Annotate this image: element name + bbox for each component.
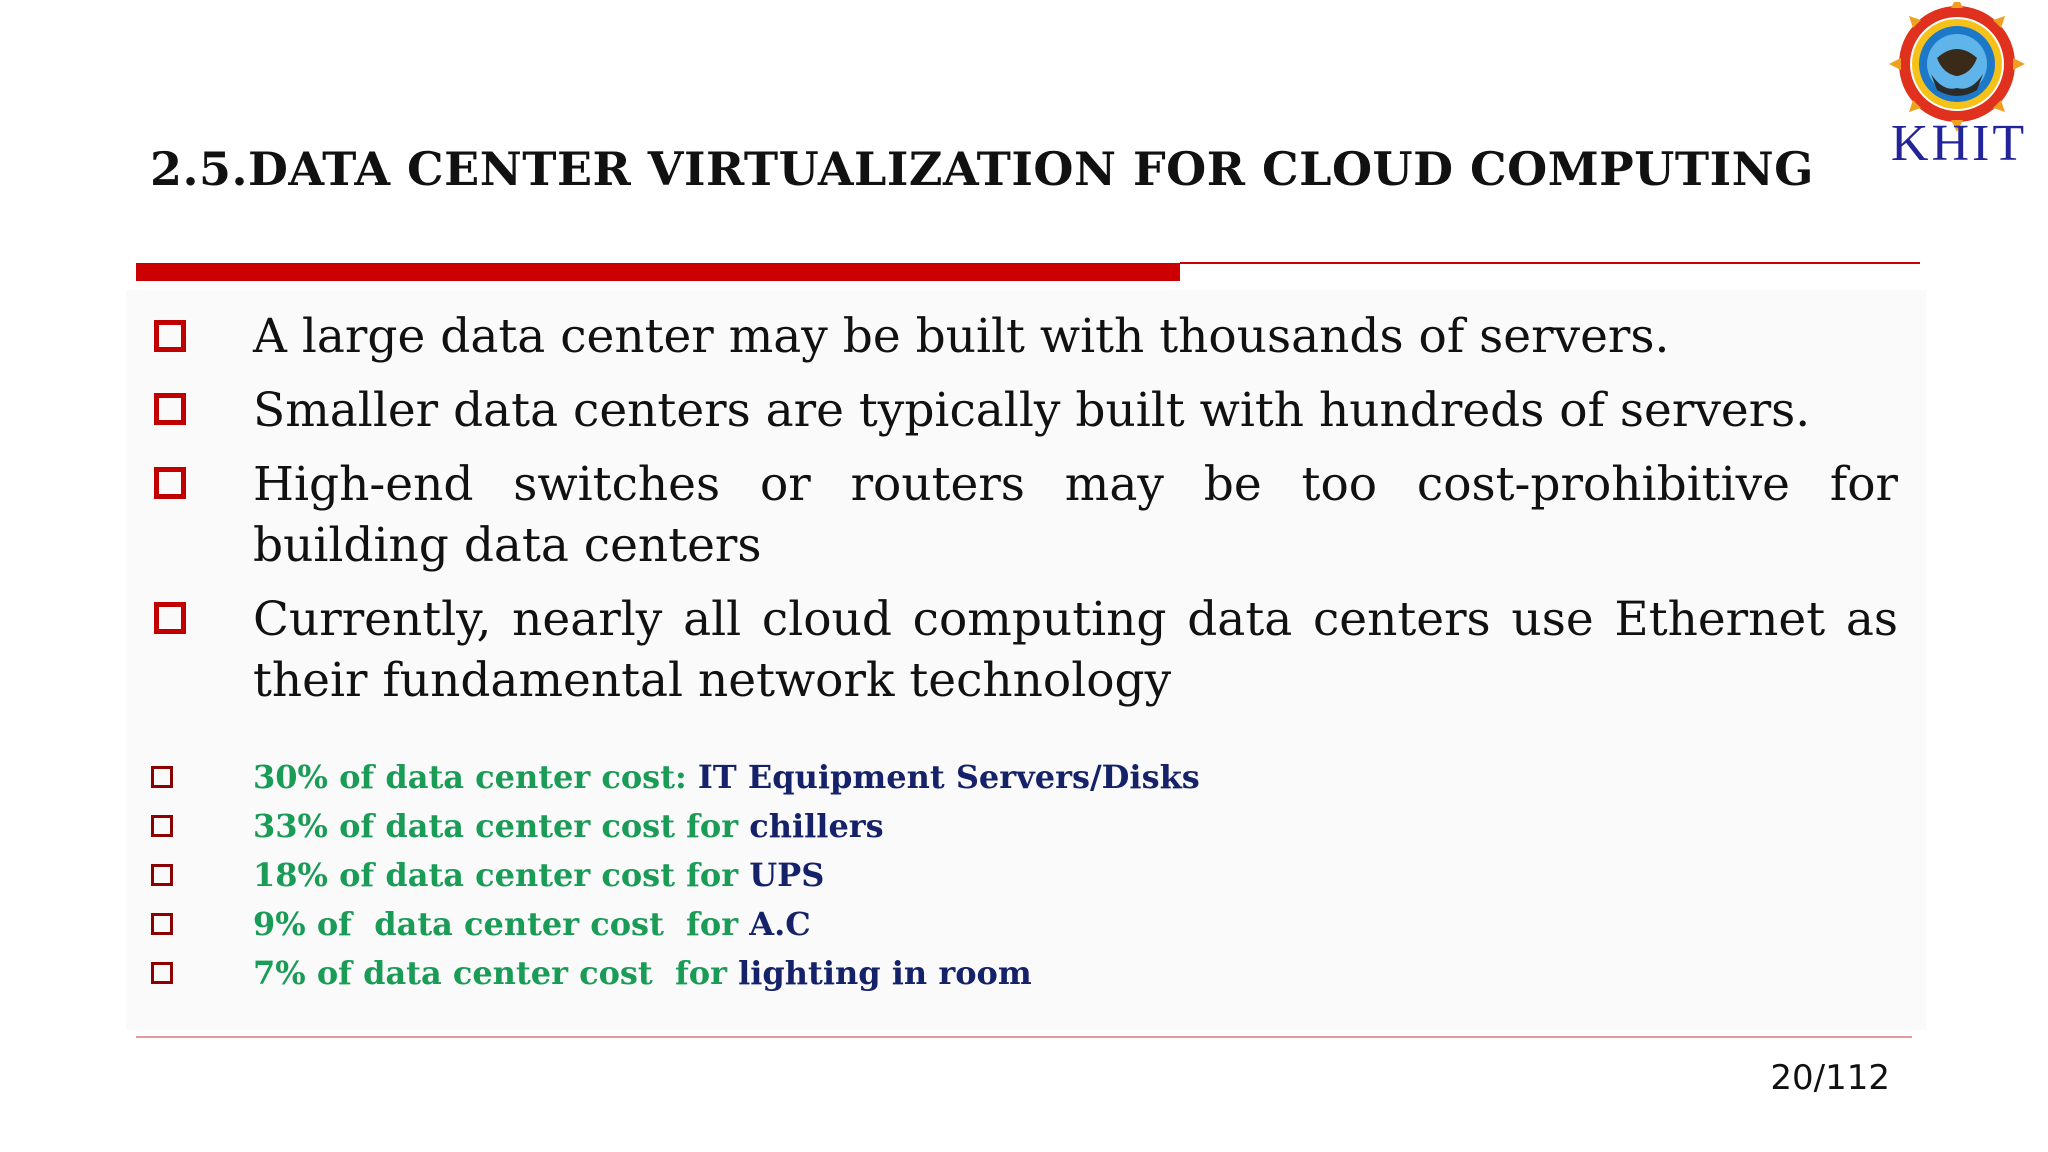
cost-item [253,855,824,895]
logo-text: KHIT [1890,115,2028,172]
slide-title: 2.5.DATA CENTER VIRTUALIZATION FOR CLOUD COMPUTING [150,142,1814,196]
bullet-checkbox-icon [154,320,186,352]
bullet-checkbox-icon [154,602,186,634]
cost-item-suffix: UPS [749,856,825,894]
cost-item-prefix: 18% of data center cost for [253,856,750,894]
cost-item-suffix: lighting in room [738,954,1032,992]
bullet-text: High-end switches or routers may be too cost-prohibitive for building data centers [253,457,1898,573]
page-number: 20/112 [1770,1058,1890,1098]
cost-item-suffix: A.C [749,905,811,943]
bullet-checkbox-icon [151,962,173,984]
bullet-checkbox-icon [151,913,173,935]
cost-item-suffix: IT Equipment Servers/Disks [697,758,1200,796]
cost-item [253,806,884,846]
cost-item-suffix: chillers [749,807,884,845]
cost-item-prefix: 9% of data center cost for [253,905,750,943]
footer-divider [136,1036,1912,1038]
title-underline-thick [136,263,1180,281]
bullet-text: A large data center may be built with thousands of servers. [253,309,1670,364]
bullet-checkbox-icon [151,815,173,837]
bullet-checkbox-icon [154,393,186,425]
bullet-checkbox-icon [154,467,186,499]
cost-item [253,904,811,944]
cost-item [253,757,1200,797]
bullet-checkbox-icon [151,766,173,788]
title-underline-thin [1180,262,1920,264]
cost-item-prefix: 33% of data center cost for [253,807,750,845]
cost-item-prefix: 30% of data center cost: [253,758,698,796]
bullet-text: Currently, nearly all cloud computing data centers use Ethernet as their fundamental network technology [253,592,1898,708]
cost-item-prefix: 7% of data center cost for [253,954,739,992]
bullet-checkbox-icon [151,864,173,886]
cost-item [253,953,1032,993]
bullet-text: Smaller data centers are typically built with hundreds of servers. [253,383,1811,438]
